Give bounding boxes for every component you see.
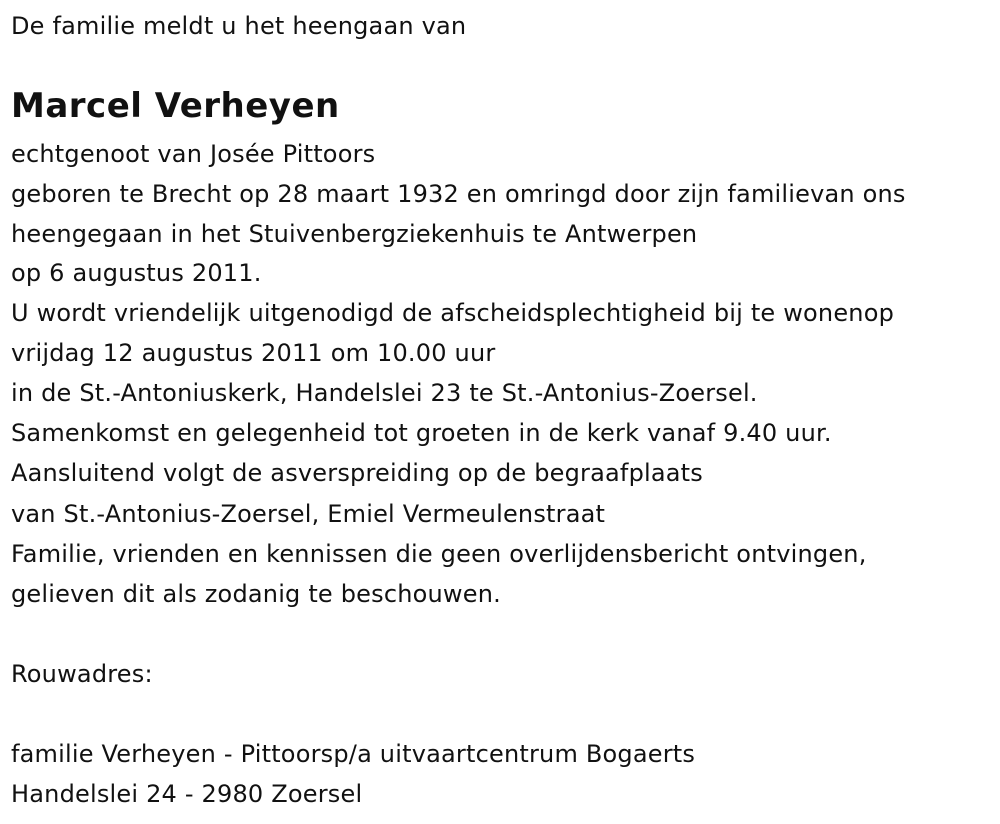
body-line: echtgenoot van Josée Pittoors xyxy=(11,140,376,168)
body-line: U wordt vriendelijk uitgenodigd de afscheidsplechtigheid bij te wonenop xyxy=(11,299,895,327)
body-line: Familie, vrienden en kennissen die geen overlijdensbericht ontvingen, xyxy=(11,540,867,568)
body-line: gelieven dit als zodanig te beschouwen. xyxy=(11,580,501,608)
address-label: Rouwadres: xyxy=(11,660,153,688)
body-line: op 6 augustus 2011. xyxy=(11,259,262,287)
body-line: in de St.-Antoniuskerk, Handelslei 23 te St.-Antonius-Zoersel. xyxy=(11,379,758,407)
body-line: Aansluitend volgt de asverspreiding op de begraafplaats xyxy=(11,459,703,487)
body-line: geboren te Brecht op 28 maart 1932 en omringd door zijn familievan ons xyxy=(11,180,906,208)
body-line: heengegaan in het Stuivenbergziekenhuis te Antwerpen xyxy=(11,220,698,248)
deceased-name: Marcel Verheyen xyxy=(11,86,340,126)
body-line: Samenkomst en gelegenheid tot groeten in de kerk vanaf 9.40 uur. xyxy=(11,419,832,447)
address-line: familie Verheyen - Pittoorsp/a uitvaartcentrum Bogaerts xyxy=(11,740,696,768)
body-line: van St.-Antonius-Zoersel, Emiel Vermeulenstraat xyxy=(11,500,606,528)
body-line: vrijdag 12 augustus 2011 om 10.00 uur xyxy=(11,339,496,367)
address-line: Handelslei 24 - 2980 Zoersel xyxy=(11,780,363,808)
intro-text: De familie meldt u het heengaan van xyxy=(11,12,467,40)
